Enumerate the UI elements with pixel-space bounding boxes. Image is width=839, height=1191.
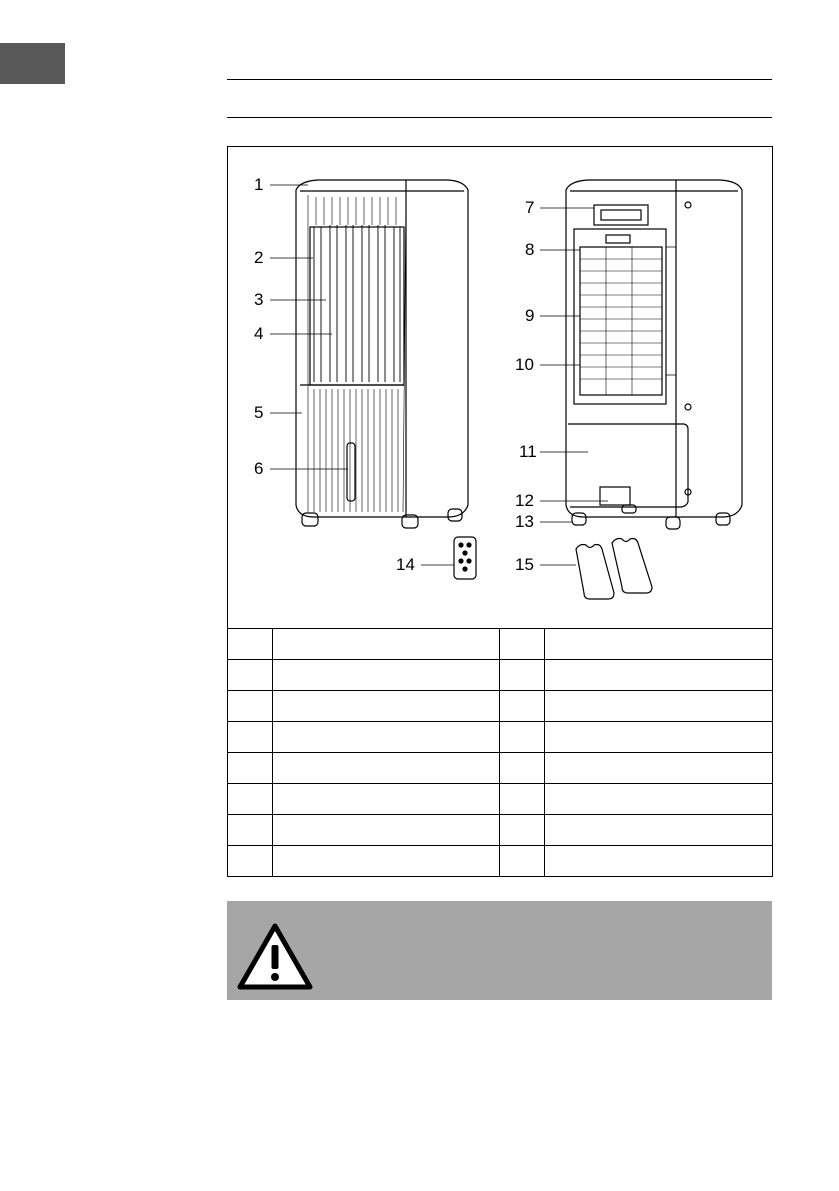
callout-13: 13 — [515, 512, 534, 531]
table-cell — [500, 691, 545, 722]
table-cell — [228, 722, 273, 753]
product-diagram — [228, 147, 772, 629]
callout-15: 15 — [515, 555, 534, 574]
table-cell — [545, 815, 773, 846]
callout-1: 1 — [254, 175, 264, 194]
table-row — [228, 815, 773, 846]
table-cell — [273, 753, 500, 784]
table-cell — [500, 753, 545, 784]
table-cell — [273, 691, 500, 722]
table-row — [228, 784, 773, 815]
warning-triangle-icon — [235, 921, 315, 991]
table-cell — [228, 784, 273, 815]
table-cell — [228, 815, 273, 846]
callout-10: 10 — [515, 355, 534, 374]
table-cell — [500, 846, 545, 877]
warning-box — [227, 901, 772, 1000]
table-cell — [545, 722, 773, 753]
table-cell — [228, 629, 273, 660]
header-rule-top — [227, 79, 772, 80]
callout-11: 11 — [519, 442, 537, 461]
table-row — [228, 846, 773, 877]
table-cell — [228, 691, 273, 722]
callout-14: 14 — [396, 555, 415, 574]
callout-4: 4 — [254, 324, 264, 343]
table-cell — [273, 846, 500, 877]
callout-9: 9 — [525, 306, 535, 325]
table-cell — [545, 784, 773, 815]
callout-12: 12 — [515, 491, 534, 510]
callout-5: 5 — [254, 403, 264, 422]
table-cell — [228, 846, 273, 877]
table-cell — [545, 753, 773, 784]
table-row — [228, 629, 773, 660]
table-cell — [545, 629, 773, 660]
table-cell — [273, 660, 500, 691]
callout-7: 7 — [525, 198, 535, 217]
language-tab — [0, 43, 65, 84]
parts-table — [227, 628, 773, 877]
table-cell — [228, 753, 273, 784]
table-row — [228, 660, 773, 691]
callout-6: 6 — [254, 459, 264, 478]
table-cell — [545, 691, 773, 722]
table-cell — [500, 629, 545, 660]
callout-3: 3 — [254, 290, 264, 309]
table-cell — [273, 784, 500, 815]
table-cell — [500, 815, 545, 846]
table-cell — [273, 722, 500, 753]
product-figure — [227, 146, 773, 629]
table-cell — [545, 846, 773, 877]
table-row — [228, 722, 773, 753]
callout-8: 8 — [525, 240, 535, 259]
callout-2: 2 — [254, 248, 264, 267]
table-cell — [545, 660, 773, 691]
table-cell — [500, 722, 545, 753]
table-cell — [500, 660, 545, 691]
table-cell — [500, 784, 545, 815]
table-cell — [228, 660, 273, 691]
header-rule-bottom — [227, 117, 772, 118]
table-cell — [273, 629, 500, 660]
table-row — [228, 691, 773, 722]
table-cell — [273, 815, 500, 846]
table-row — [228, 753, 773, 784]
